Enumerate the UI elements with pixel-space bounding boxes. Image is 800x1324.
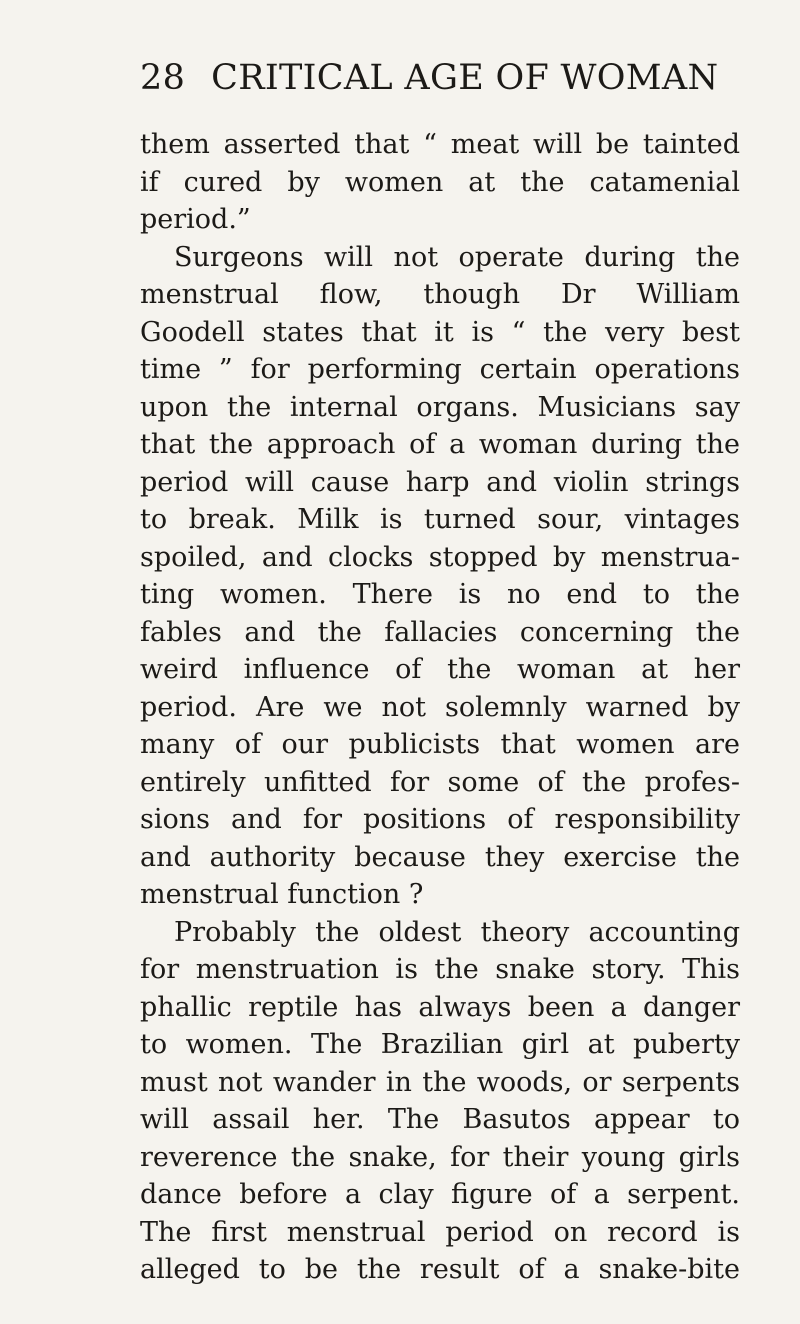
text-line: reverence the snake, for their young girls xyxy=(140,1141,740,1173)
text-line: them asserted that “ meat will be tainted xyxy=(140,129,740,160)
text-line: many of our publicists that women are xyxy=(140,729,740,760)
running-header xyxy=(140,58,740,98)
text-line: alleged to be the result of a snake-bite xyxy=(140,1254,740,1285)
text-line: will assail her. The Basutos appear to xyxy=(140,1104,740,1135)
text-line: The first menstrual period on record is xyxy=(140,1216,740,1248)
text-line: must not wander in the woods, or serpents xyxy=(140,1066,740,1098)
text-line: Probably the oldest theory accounting xyxy=(174,916,740,948)
text-line: upon the internal organs. Musicians say xyxy=(140,391,740,423)
text-line: for menstruation is the snake story. This xyxy=(140,954,740,985)
text-line: phallic reptile has always been a danger xyxy=(140,991,740,1023)
text-line: entirely unfitted for some of the profes- xyxy=(140,766,740,798)
text-line: dance before a clay figure of a serpent. xyxy=(140,1179,740,1210)
text-line: spoiled, and clocks stopped by menstrua- xyxy=(140,541,740,573)
text-line: and authority because they exercise the xyxy=(140,841,740,873)
text-line: menstrual function ? xyxy=(140,879,424,910)
text-line: that the approach of a woman during the xyxy=(140,429,740,460)
text-line: Goodell states that it is “ the very best xyxy=(140,316,740,348)
text-line: ting women. There is no end to the xyxy=(140,579,740,610)
text-line: time ” for performing certain operations xyxy=(140,354,740,385)
running-title: CRITICAL AGE OF WOMAN xyxy=(211,58,719,98)
body-text xyxy=(140,126,740,1289)
text-line: to women. The Brazilian girl at puberty xyxy=(140,1029,740,1060)
text-line: weird influence of the woman at her xyxy=(140,654,740,685)
text-line: to break. Milk is turned sour, vintages xyxy=(140,504,740,535)
text-line: period.” xyxy=(140,204,251,235)
page-number: 28 xyxy=(140,58,186,98)
text-line: period. Are we not solemnly warned by xyxy=(140,691,740,723)
text-line: fables and the fallacies concerning the xyxy=(140,616,740,648)
text-line: Surgeons will not operate during the xyxy=(174,241,740,273)
text-line: sions and for positions of responsibility xyxy=(140,804,740,835)
text-line: period will cause harp and violin strings xyxy=(140,466,740,498)
text-line: menstrual flow, though Dr William xyxy=(140,279,740,310)
text-line: if cured by women at the catamenial xyxy=(140,166,740,198)
